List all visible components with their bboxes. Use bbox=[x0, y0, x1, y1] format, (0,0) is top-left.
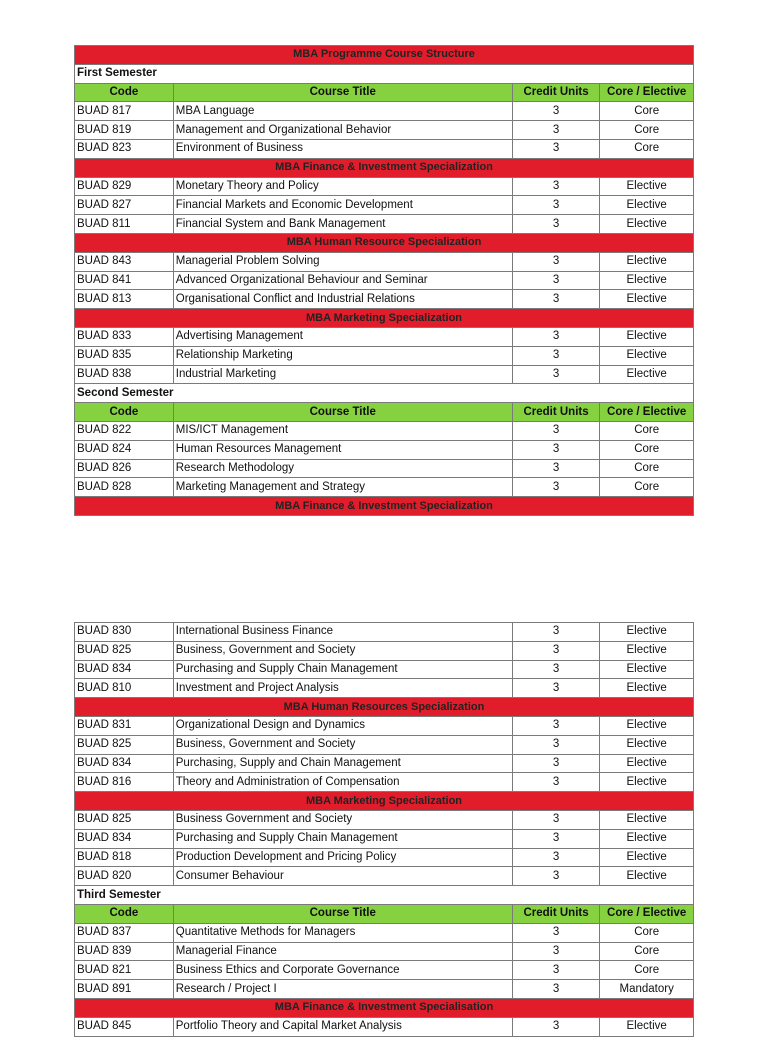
table-row bbox=[75, 252, 694, 271]
specialization-row bbox=[75, 497, 694, 516]
credit-units: 3 bbox=[512, 848, 600, 867]
course-code: BUAD 828 bbox=[75, 478, 174, 497]
specialization-row bbox=[75, 792, 694, 811]
course-type: Core bbox=[600, 923, 694, 942]
table-row bbox=[75, 271, 694, 290]
course-title: Organisational Conflict and Industrial Relations bbox=[173, 290, 512, 309]
course-type: Elective bbox=[600, 623, 694, 642]
course-title: Research Methodology bbox=[173, 459, 512, 478]
course-code: BUAD 822 bbox=[75, 421, 174, 440]
column-header-row bbox=[75, 83, 694, 102]
credit-units: 3 bbox=[512, 121, 600, 140]
specialization-row bbox=[75, 698, 694, 717]
credit-units: 3 bbox=[512, 641, 600, 660]
course-code: BUAD 834 bbox=[75, 660, 174, 679]
course-type: Elective bbox=[600, 660, 694, 679]
specialization-label: MBA Human Resources Specialization bbox=[75, 698, 694, 717]
course-code: BUAD 813 bbox=[75, 290, 174, 309]
credit-units: 3 bbox=[512, 290, 600, 309]
header-credit-units: Credit Units bbox=[512, 904, 600, 923]
course-title: Theory and Administration of Compensation bbox=[173, 773, 512, 792]
course-type: Core bbox=[600, 421, 694, 440]
course-code: BUAD 824 bbox=[75, 440, 174, 459]
table-row bbox=[75, 440, 694, 459]
table-row bbox=[75, 829, 694, 848]
specialization-label: MBA Finance & Investment Specialisation bbox=[75, 998, 694, 1017]
course-title: Managerial Finance bbox=[173, 942, 512, 961]
course-type: Elective bbox=[600, 346, 694, 365]
credit-units: 3 bbox=[512, 196, 600, 215]
credit-units: 3 bbox=[512, 961, 600, 980]
credit-units: 3 bbox=[512, 478, 600, 497]
course-type: Elective bbox=[600, 1017, 694, 1036]
course-title: Purchasing and Supply Chain Management bbox=[173, 829, 512, 848]
specialization-label: MBA Finance & Investment Specialization bbox=[75, 158, 694, 177]
course-code: BUAD 819 bbox=[75, 121, 174, 140]
header-code: Code bbox=[75, 83, 174, 102]
course-title: MBA Language bbox=[173, 102, 512, 121]
course-type: Elective bbox=[600, 773, 694, 792]
course-type: Elective bbox=[600, 641, 694, 660]
credit-units: 3 bbox=[512, 980, 600, 999]
course-code: BUAD 817 bbox=[75, 102, 174, 121]
table-row bbox=[75, 942, 694, 961]
table-row bbox=[75, 754, 694, 773]
table-row bbox=[75, 421, 694, 440]
course-type: Elective bbox=[600, 365, 694, 384]
course-code: BUAD 834 bbox=[75, 754, 174, 773]
course-type: Mandatory bbox=[600, 980, 694, 999]
header-code: Code bbox=[75, 904, 174, 923]
course-structure-table-2 bbox=[74, 622, 694, 1037]
course-title: Advanced Organizational Behaviour and Seminar bbox=[173, 271, 512, 290]
credit-units: 3 bbox=[512, 139, 600, 158]
table-row bbox=[75, 478, 694, 497]
course-title: Environment of Business bbox=[173, 139, 512, 158]
course-code: BUAD 825 bbox=[75, 735, 174, 754]
credit-units: 3 bbox=[512, 623, 600, 642]
specialization-label: MBA Marketing Specialization bbox=[75, 309, 694, 328]
semester-label: First Semester bbox=[75, 64, 694, 83]
course-structure-table-1 bbox=[74, 45, 694, 516]
header-course-title: Course Title bbox=[173, 403, 512, 422]
course-code: BUAD 838 bbox=[75, 365, 174, 384]
course-type: Core bbox=[600, 942, 694, 961]
table-title-row bbox=[75, 46, 694, 65]
table-row bbox=[75, 961, 694, 980]
course-title: Production Development and Pricing Policy bbox=[173, 848, 512, 867]
credit-units: 3 bbox=[512, 735, 600, 754]
semester-row bbox=[75, 64, 694, 83]
course-title: Marketing Management and Strategy bbox=[173, 478, 512, 497]
table-row bbox=[75, 867, 694, 886]
table-row bbox=[75, 980, 694, 999]
course-type: Core bbox=[600, 121, 694, 140]
credit-units: 3 bbox=[512, 810, 600, 829]
header-code: Code bbox=[75, 403, 174, 422]
course-title: Portfolio Theory and Capital Market Analysis bbox=[173, 1017, 512, 1036]
course-title: Business Government and Society bbox=[173, 810, 512, 829]
course-title: Management and Organizational Behavior bbox=[173, 121, 512, 140]
course-code: BUAD 825 bbox=[75, 810, 174, 829]
credit-units: 3 bbox=[512, 459, 600, 478]
course-code: BUAD 830 bbox=[75, 623, 174, 642]
specialization-row bbox=[75, 998, 694, 1017]
credit-units: 3 bbox=[512, 327, 600, 346]
table-row bbox=[75, 679, 694, 698]
course-code: BUAD 829 bbox=[75, 177, 174, 196]
course-type: Elective bbox=[600, 177, 694, 196]
course-title: Quantitative Methods for Managers bbox=[173, 923, 512, 942]
course-type: Elective bbox=[600, 252, 694, 271]
credit-units: 3 bbox=[512, 923, 600, 942]
table-row bbox=[75, 810, 694, 829]
course-code: BUAD 845 bbox=[75, 1017, 174, 1036]
course-code: BUAD 811 bbox=[75, 215, 174, 234]
course-type: Core bbox=[600, 139, 694, 158]
course-type: Core bbox=[600, 961, 694, 980]
course-code: BUAD 816 bbox=[75, 773, 174, 792]
header-course-title: Course Title bbox=[173, 83, 512, 102]
specialization-row bbox=[75, 158, 694, 177]
course-title: Advertising Management bbox=[173, 327, 512, 346]
course-title: Purchasing, Supply and Chain Management bbox=[173, 754, 512, 773]
course-code: BUAD 820 bbox=[75, 867, 174, 886]
course-code: BUAD 835 bbox=[75, 346, 174, 365]
table-row bbox=[75, 365, 694, 384]
table-row bbox=[75, 139, 694, 158]
course-type: Elective bbox=[600, 290, 694, 309]
course-type: Core bbox=[600, 440, 694, 459]
course-code: BUAD 837 bbox=[75, 923, 174, 942]
course-code: BUAD 891 bbox=[75, 980, 174, 999]
table-row bbox=[75, 848, 694, 867]
course-type: Elective bbox=[600, 196, 694, 215]
credit-units: 3 bbox=[512, 102, 600, 121]
course-type: Elective bbox=[600, 735, 694, 754]
column-header-row bbox=[75, 403, 694, 422]
credit-units: 3 bbox=[512, 421, 600, 440]
course-type: Elective bbox=[600, 754, 694, 773]
course-type: Elective bbox=[600, 271, 694, 290]
course-title: Industrial Marketing bbox=[173, 365, 512, 384]
table-row bbox=[75, 102, 694, 121]
specialization-label: MBA Finance & Investment Specialization bbox=[75, 497, 694, 516]
credit-units: 3 bbox=[512, 829, 600, 848]
course-title: Research / Project I bbox=[173, 980, 512, 999]
table-row bbox=[75, 923, 694, 942]
course-type: Core bbox=[600, 478, 694, 497]
course-title: International Business Finance bbox=[173, 623, 512, 642]
credit-units: 3 bbox=[512, 660, 600, 679]
table-row bbox=[75, 641, 694, 660]
course-code: BUAD 839 bbox=[75, 942, 174, 961]
course-type: Core bbox=[600, 459, 694, 478]
course-title: Business, Government and Society bbox=[173, 641, 512, 660]
credit-units: 3 bbox=[512, 346, 600, 365]
header-core-elective: Core / Elective bbox=[600, 904, 694, 923]
credit-units: 3 bbox=[512, 271, 600, 290]
course-title: Purchasing and Supply Chain Management bbox=[173, 660, 512, 679]
course-type: Elective bbox=[600, 327, 694, 346]
course-type: Elective bbox=[600, 829, 694, 848]
credit-units: 3 bbox=[512, 440, 600, 459]
credit-units: 3 bbox=[512, 252, 600, 271]
table-row bbox=[75, 459, 694, 478]
header-credit-units: Credit Units bbox=[512, 83, 600, 102]
table-row bbox=[75, 1017, 694, 1036]
table-row bbox=[75, 773, 694, 792]
course-title: Monetary Theory and Policy bbox=[173, 177, 512, 196]
credit-units: 3 bbox=[512, 867, 600, 886]
course-code: BUAD 818 bbox=[75, 848, 174, 867]
course-code: BUAD 826 bbox=[75, 459, 174, 478]
semester-row bbox=[75, 384, 694, 403]
course-title: Investment and Project Analysis bbox=[173, 679, 512, 698]
course-type: Elective bbox=[600, 716, 694, 735]
course-title: Financial Markets and Economic Development bbox=[173, 196, 512, 215]
course-type: Elective bbox=[600, 867, 694, 886]
table-row bbox=[75, 177, 694, 196]
specialization-row bbox=[75, 309, 694, 328]
course-code: BUAD 821 bbox=[75, 961, 174, 980]
semester-label: Third Semester bbox=[75, 886, 694, 905]
header-core-elective: Core / Elective bbox=[600, 403, 694, 422]
header-course-title: Course Title bbox=[173, 904, 512, 923]
table-row bbox=[75, 716, 694, 735]
course-title: Human Resources Management bbox=[173, 440, 512, 459]
specialization-row bbox=[75, 233, 694, 252]
table-row bbox=[75, 215, 694, 234]
course-title: Managerial Problem Solving bbox=[173, 252, 512, 271]
course-title: Financial System and Bank Management bbox=[173, 215, 512, 234]
header-credit-units: Credit Units bbox=[512, 403, 600, 422]
credit-units: 3 bbox=[512, 679, 600, 698]
course-title: Business Ethics and Corporate Governance bbox=[173, 961, 512, 980]
credit-units: 3 bbox=[512, 215, 600, 234]
credit-units: 3 bbox=[512, 773, 600, 792]
credit-units: 3 bbox=[512, 716, 600, 735]
course-title: Organizational Design and Dynamics bbox=[173, 716, 512, 735]
table-title: MBA Programme Course Structure bbox=[75, 46, 694, 65]
semester-label: Second Semester bbox=[75, 384, 694, 403]
course-type: Elective bbox=[600, 810, 694, 829]
course-code: BUAD 843 bbox=[75, 252, 174, 271]
course-title: MIS/ICT Management bbox=[173, 421, 512, 440]
course-code: BUAD 827 bbox=[75, 196, 174, 215]
specialization-label: MBA Marketing Specialization bbox=[75, 792, 694, 811]
course-code: BUAD 810 bbox=[75, 679, 174, 698]
table-row bbox=[75, 735, 694, 754]
credit-units: 3 bbox=[512, 1017, 600, 1036]
course-type: Core bbox=[600, 102, 694, 121]
credit-units: 3 bbox=[512, 365, 600, 384]
course-title: Relationship Marketing bbox=[173, 346, 512, 365]
table-row bbox=[75, 196, 694, 215]
header-core-elective: Core / Elective bbox=[600, 83, 694, 102]
table-row bbox=[75, 121, 694, 140]
semester-row bbox=[75, 886, 694, 905]
course-code: BUAD 834 bbox=[75, 829, 174, 848]
credit-units: 3 bbox=[512, 177, 600, 196]
course-title: Business, Government and Society bbox=[173, 735, 512, 754]
course-code: BUAD 823 bbox=[75, 139, 174, 158]
table-row bbox=[75, 660, 694, 679]
course-code: BUAD 825 bbox=[75, 641, 174, 660]
course-type: Elective bbox=[600, 848, 694, 867]
course-type: Elective bbox=[600, 679, 694, 698]
table-row bbox=[75, 346, 694, 365]
table-row bbox=[75, 623, 694, 642]
credit-units: 3 bbox=[512, 754, 600, 773]
course-code: BUAD 831 bbox=[75, 716, 174, 735]
table-row bbox=[75, 290, 694, 309]
credit-units: 3 bbox=[512, 942, 600, 961]
table-row bbox=[75, 327, 694, 346]
course-title: Consumer Behaviour bbox=[173, 867, 512, 886]
column-header-row bbox=[75, 904, 694, 923]
specialization-label: MBA Human Resource Specialization bbox=[75, 233, 694, 252]
course-code: BUAD 833 bbox=[75, 327, 174, 346]
course-code: BUAD 841 bbox=[75, 271, 174, 290]
course-type: Elective bbox=[600, 215, 694, 234]
